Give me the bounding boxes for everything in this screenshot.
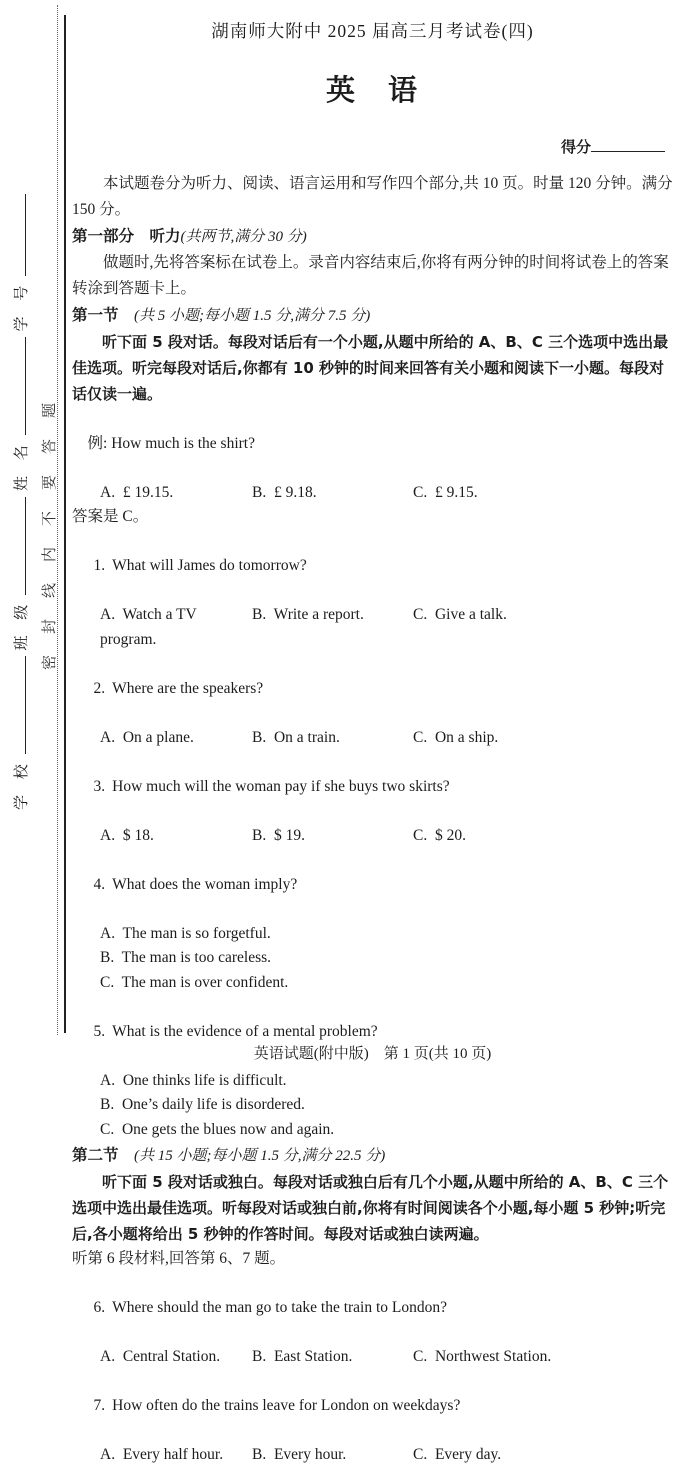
question-3-text: How much will the woman pay if she buys two skirts? (112, 777, 450, 795)
example-text: How much is the shirt? (111, 434, 255, 452)
question-1 (72, 530, 673, 604)
question-1-number: 1. (93, 557, 106, 574)
question-3-option-b: B. $ 19. (252, 826, 305, 844)
question-6 (72, 1272, 673, 1346)
example-question (72, 407, 673, 481)
question-4-number: 4. (93, 875, 106, 893)
question-1-options (72, 603, 673, 652)
question-1-option-b: B. Write a report. (252, 606, 364, 623)
question-4-options (72, 922, 673, 996)
question-2-text: Where are the speakers? (112, 679, 264, 697)
field-number-label: 学 号 (14, 279, 30, 332)
field-school-label: 学 校 (14, 758, 30, 810)
section1-title: 第一节 (72, 306, 119, 324)
question-5-option-c: C. One gets the blues now and again. (100, 1120, 335, 1138)
part1-heading (72, 223, 673, 250)
field-number-blank (11, 194, 26, 276)
part1-title: 第一部分 听力 (72, 227, 181, 245)
question-7-option-a: A. Every half hour. (100, 1446, 224, 1463)
question-4-option-c: C. The man is over confident. (100, 973, 289, 991)
intro-paragraph: 本试题卷分为听力、阅读、语言运用和写作四个部分,共 10 页。时量 120 分钟。满分 150 分。 (72, 175, 673, 218)
question-2-number: 2. (93, 679, 106, 697)
section2-material-note: 听第 6 段材料,回答第 6、7 题。 (72, 1250, 286, 1267)
section2-instructions: 听下面 5 段对话或独白。每段对话或独白后有几个小题,从题中所给的 A、B、C 三个选项中选出最佳选项。听每段对话或独白前,你将有时间阅读各个小题,每小题 5 秒钟;听完后,各小题将给出 5 秒钟的作答时间。每段对话或独白读两遍。 (72, 1173, 669, 1243)
question-4-text: What does the woman imply? (112, 875, 298, 893)
exam-page (72, 14, 673, 1468)
section2-title: 第二节 (72, 1146, 119, 1164)
question-6-number: 6. (93, 1299, 106, 1316)
section1-note: (共 5 小题;每小题 1.5 分,满分 7.5 分) (134, 308, 371, 324)
question-6-options (72, 1345, 673, 1370)
score-row (72, 136, 673, 159)
question-3-option-a: A. $ 18. (100, 826, 154, 844)
field-class-blank (11, 497, 26, 595)
question-1-option-c: C. Give a talk. (413, 606, 507, 623)
example-options (72, 481, 673, 506)
example-option-c: C. £ 9.15. (413, 483, 478, 501)
question-7-option-c: C. Every day. (413, 1446, 502, 1463)
seal-notice: 密封线内不要答题 (42, 381, 58, 670)
question-2-option-a: A. On a plane. (100, 728, 194, 746)
score-blank (591, 136, 665, 152)
section2-note: (共 15 小题;每小题 1.5 分,满分 22.5 分) (134, 1148, 386, 1164)
question-2 (72, 652, 673, 726)
question-6-option-b: B. East Station. (252, 1348, 353, 1365)
question-5-options (72, 1069, 673, 1143)
field-name-blank (11, 337, 26, 435)
student-info-fields (10, 190, 32, 810)
part1-instructions: 做题时,先将答案标在试卷上。录音内容结束后,你将有两分钟的时间将试卷上的答案转涂到答题卡上。 (72, 254, 669, 297)
question-5-option-b: B. One’s daily life is disordered. (100, 1096, 305, 1113)
question-1-option-a: A. Watch a TV program. (100, 606, 201, 648)
question-7-options (72, 1443, 673, 1468)
question-2-option-c: C. On a ship. (413, 728, 499, 746)
question-7-option-b: B. Every hour. (252, 1446, 347, 1463)
page-border-line (64, 15, 66, 1033)
question-7-text: How often do the trains leave for London on weekdays? (112, 1397, 461, 1414)
page-footer: 英语试题(附中版) 第 1 页(共 10 页) (253, 1046, 492, 1062)
question-4-option-b: B. The man is too careless. (100, 949, 272, 966)
field-name-label: 姓 名 (14, 439, 30, 491)
field-school-blank (11, 656, 26, 754)
field-class-label: 班 级 (14, 598, 30, 651)
question-4-option-a: A. The man is so forgetful. (100, 924, 271, 942)
question-6-text: Where should the man go to take the train to London? (112, 1299, 448, 1316)
question-2-option-b: B. On a train. (252, 728, 340, 746)
question-6-option-a: A. Central Station. (100, 1348, 221, 1365)
exam-title: 湖南师大附中 2025 届高三月考试卷(四) (211, 21, 534, 41)
question-3 (72, 750, 673, 824)
question-3-number: 3. (93, 777, 106, 795)
section1-instructions: 听下面 5 段对话。每段对话后有一个小题,从题中所给的 A、B、C 三个选项中选出最佳选项。听完每段对话后,你都有 10 秒钟的时间来回答有关小题和阅读下一小题。每段对话仅读一遍。 (72, 333, 669, 403)
example-option-b: B. £ 9.18. (252, 483, 317, 501)
question-2-options (72, 726, 673, 751)
question-6-option-c: C. Northwest Station. (413, 1348, 552, 1365)
score-label: 得分 (560, 138, 591, 156)
question-5-number: 5. (93, 1022, 106, 1040)
question-1-text: What will James do tomorrow? (112, 557, 307, 574)
example-option-a: A. £ 19.15. (100, 483, 174, 501)
question-7-number: 7. (93, 1397, 106, 1414)
section1-heading (72, 302, 673, 329)
question-3-option-c: C. $ 20. (413, 826, 466, 844)
section2-heading (72, 1142, 673, 1169)
example-answer: 答案是 C。 (72, 508, 149, 525)
question-5-text: What is the evidence of a mental problem? (112, 1022, 378, 1040)
part1-note: (共两节,满分 30 分) (180, 229, 307, 245)
question-4 (72, 848, 673, 922)
question-5-option-a: A. One thinks life is difficult. (100, 1071, 287, 1089)
question-7 (72, 1370, 673, 1444)
example-label: 例: (87, 434, 108, 452)
subject-title: 英 语 (325, 75, 419, 107)
question-3-options (72, 824, 673, 849)
